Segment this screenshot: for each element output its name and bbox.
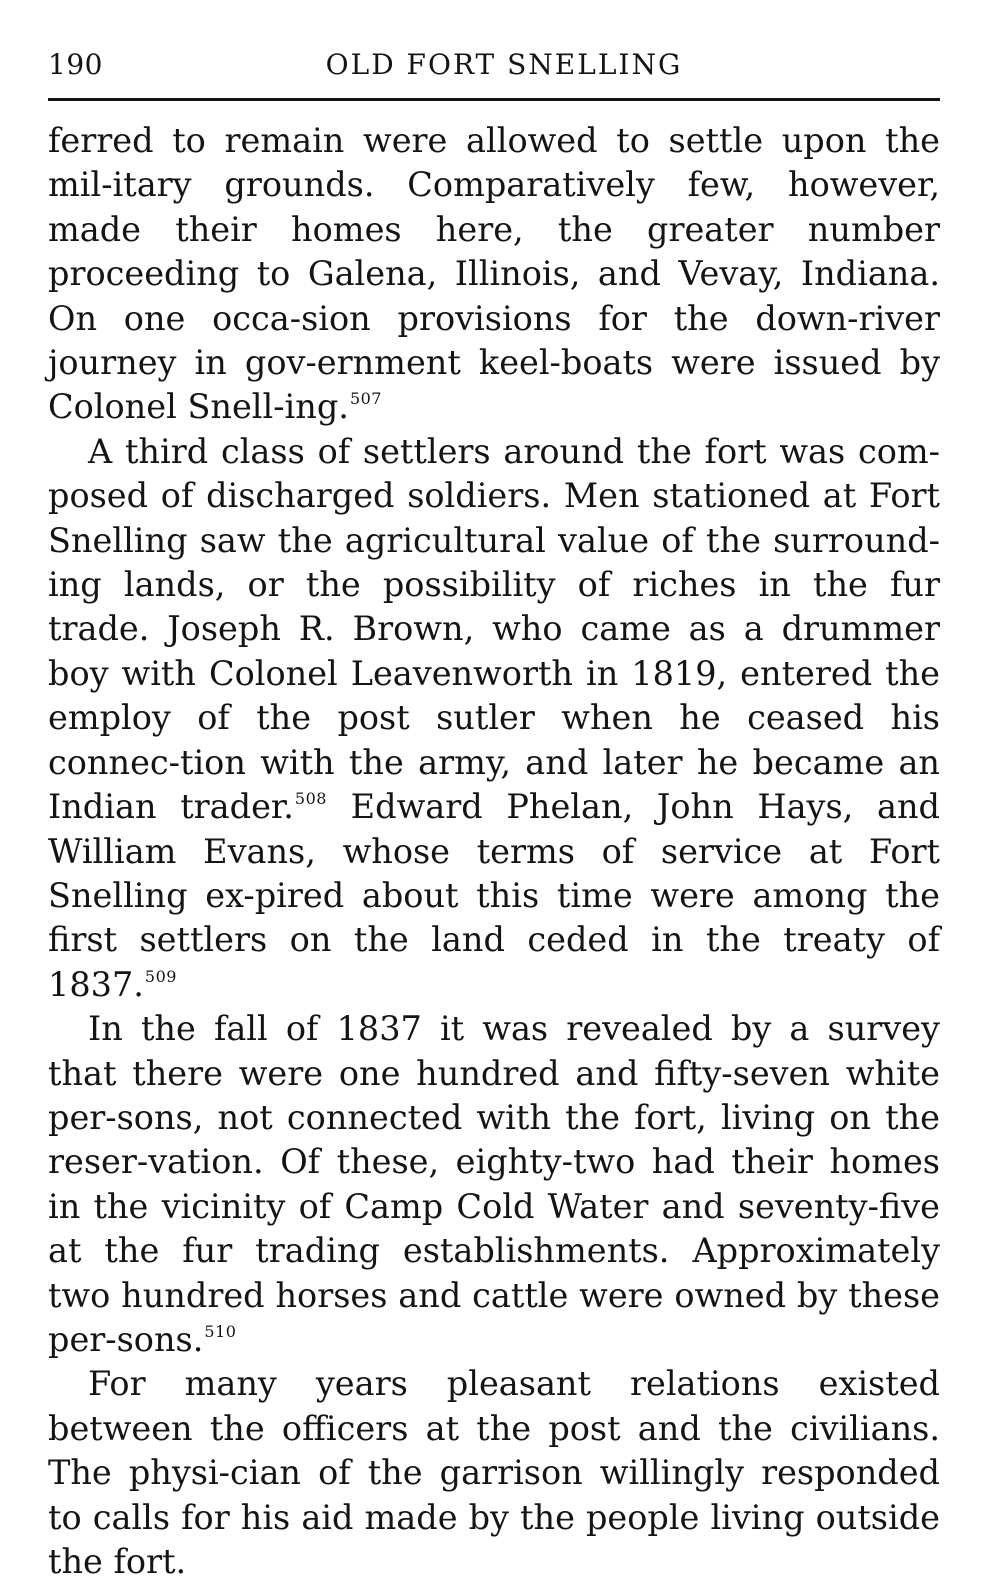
footnote-marker-510: 510 <box>204 1321 237 1341</box>
text-run: A third class of settlers around the fort was com-posed of discharged soldiers. Men stationed at Fort Snelling saw the agricultural value of the surround-ing lands, or the possibility of riches in the fur trade. Joseph R. Brown, who came as a drummer boy with Colonel Leavenworth in 1819, entered the employ of the post sutler when he ceased his connec-tion with the army, and later he became an Indian trader. <box>48 431 940 827</box>
running-head <box>48 40 940 88</box>
text-run: In the fall of 1837 it was revealed by a survey that there were one hundred and fifty-seven white per-sons, not connected with the fort, living on the reser-vation. Of these, eighty-two had their homes in the vicinity of Camp Cold Water and seventy-five at the fur trading establishments. Approximately two hundred horses and cattle were owned by these per-sons. <box>48 1009 940 1359</box>
footnote-marker-507: 507 <box>349 389 382 409</box>
paragraph-2 <box>48 430 940 1007</box>
footnote-marker-508: 508 <box>294 789 327 809</box>
footnote-marker-509: 509 <box>144 966 177 986</box>
paragraph-1 <box>48 119 940 430</box>
page-number: 190 <box>48 48 103 81</box>
text-run: For many years pleasant relations existed between the officers at the post and the civilians. The physi-cian of the garrison willingly responded to calls for his aid made by the people living outside the fort. <box>48 1364 940 1581</box>
text-run: ferred to remain were allowed to settle upon the mil-itary grounds. Comparatively few, however, made their homes here, the greater number proceeding to Galena, Illinois, and Vevay, Indiana. On one occa-sion provisions for the down-river journey in gov-ernment keel-boats were issued by Colonel Snell-ing. <box>48 121 940 427</box>
running-title: OLD FORT SNELLING <box>325 48 683 81</box>
paragraph-4 <box>48 1362 940 1584</box>
text-run: Edward Phelan, John Hays, and William Evans, whose terms of service at Fort Snelling ex-pired about this time were among the first settlers on the land ceded in the treaty of 1837. <box>48 787 940 1004</box>
header-rule <box>48 98 940 101</box>
paragraph-3 <box>48 1007 940 1362</box>
book-page <box>48 40 940 1584</box>
body-text <box>48 119 940 1584</box>
